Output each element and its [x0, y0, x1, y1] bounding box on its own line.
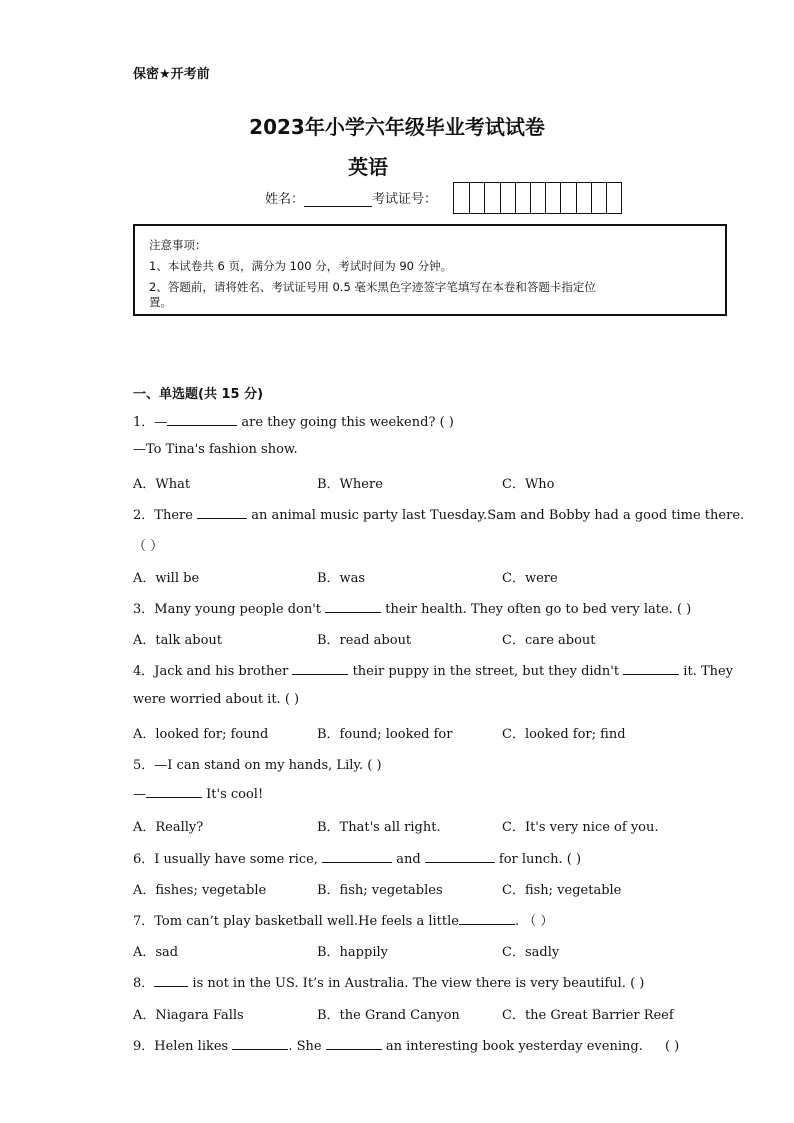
exam-id-box[interactable] — [500, 183, 515, 213]
question-text: were worried about it. — [133, 692, 281, 707]
question-text: 7．Tom can’t play basketball well.He feels a little — [133, 914, 459, 929]
option-a[interactable]: A．looked for; found — [133, 727, 269, 742]
option-c[interactable]: C．Who — [502, 477, 555, 492]
exam-title: 2023年小学六年级毕业考试试卷 — [249, 115, 545, 139]
name-field[interactable] — [304, 192, 372, 207]
option-a[interactable]: A．will be — [133, 571, 200, 586]
question-text: It's cool! — [202, 787, 264, 802]
exam-id-box[interactable] — [576, 183, 591, 213]
option-b[interactable]: B．the Grand Canyon — [317, 1008, 460, 1023]
option-c[interactable]: C．care about — [502, 633, 596, 648]
notice-line: 1、本试卷共 6 页，满分为 100 分，考试时间为 90 分钟。 — [149, 259, 453, 273]
answer-paren[interactable]: ( ) — [284, 692, 300, 707]
name-label: 姓名： — [265, 192, 305, 207]
question-5-line2 — [133, 785, 263, 802]
option-b[interactable]: B．found; looked for — [317, 727, 453, 742]
question-text: is not in the US. It’s in Australia. The view there is very beautiful. — [188, 976, 626, 991]
notice-box — [133, 224, 727, 316]
answer-blank[interactable] — [167, 413, 237, 426]
notice-line: 2、答题前，请将姓名、考试证号用 0.5 毫米黑色字迹签字笔填写在本卷和答题卡指定位 — [149, 280, 596, 294]
question-9 — [133, 1035, 679, 1054]
answer-paren[interactable]: ( ) — [630, 976, 645, 991]
question-6 — [133, 848, 581, 867]
question-text: — — [133, 787, 146, 802]
question-text: 5．—I can stand on my hands, Lily. — [133, 758, 364, 773]
option-a[interactable]: A．Really? — [133, 820, 204, 835]
question-text: their health. They often go to bed very late. — [381, 602, 673, 617]
option-c[interactable]: C．sadly — [502, 945, 560, 960]
exam-id-box[interactable] — [469, 183, 484, 213]
question-1-line2: —To Tina's fashion show. — [133, 442, 298, 457]
question-text: 6．I usually have some rice, — [133, 852, 323, 867]
option-b[interactable]: B．read about — [317, 633, 412, 648]
question-text: 3．Many young people don't — [133, 602, 326, 617]
answer-blank[interactable] — [425, 850, 495, 863]
question-text: 9．Helen likes — [133, 1039, 233, 1054]
question-text: are they going this weekend? — [237, 415, 436, 430]
question-text: for lunch. — [494, 852, 563, 867]
question-4-line2 — [133, 692, 299, 707]
question-text: and — [392, 852, 425, 867]
answer-blank[interactable] — [325, 600, 381, 613]
question-text: 4．Jack and his brother — [133, 664, 293, 679]
answer-blank[interactable] — [623, 662, 679, 675]
answer-blank[interactable] — [197, 506, 247, 519]
question-text: an interesting book yesterday evening. — [381, 1039, 643, 1054]
answer-paren[interactable]: ( ) — [676, 602, 692, 617]
question-text: it. They — [679, 664, 734, 679]
option-a[interactable]: A．talk about — [133, 633, 223, 648]
answer-blank[interactable] — [292, 662, 348, 675]
exam-id-box[interactable] — [530, 183, 545, 213]
question-2 — [133, 504, 744, 523]
exam-id-box[interactable] — [454, 183, 469, 213]
answer-blank[interactable] — [154, 974, 188, 987]
question-text: 2．There — [133, 508, 198, 523]
option-a[interactable]: A．sad — [133, 945, 179, 960]
option-c[interactable]: C．looked for; find — [502, 727, 626, 742]
answer-blank[interactable] — [232, 1037, 288, 1050]
question-7 — [133, 910, 553, 929]
option-a[interactable]: A．Niagara Falls — [133, 1008, 244, 1023]
exam-id-box[interactable] — [560, 183, 575, 213]
student-info-row — [265, 188, 437, 207]
answer-paren[interactable]: ( ) — [439, 415, 454, 430]
option-a[interactable]: A．What — [133, 477, 191, 492]
question-8 — [133, 972, 644, 991]
option-b[interactable]: B．That's all right. — [317, 820, 441, 835]
exam-id-box[interactable] — [606, 183, 621, 213]
answer-blank[interactable] — [146, 785, 202, 798]
answer-paren[interactable]: ( ) — [367, 758, 382, 773]
question-text: an animal music party last Tuesday.Sam and Bobby had a good time there. — [247, 508, 745, 523]
option-b[interactable]: B．was — [317, 571, 366, 586]
exam-id-box[interactable] — [591, 183, 606, 213]
question-3 — [133, 598, 691, 617]
exam-id-box[interactable] — [515, 183, 530, 213]
question-text: . — [514, 914, 520, 929]
answer-blank[interactable] — [322, 850, 392, 863]
answer-paren[interactable]: ( ) — [566, 852, 582, 867]
option-c[interactable]: C．were — [502, 571, 558, 586]
question-text: 8． — [133, 976, 155, 991]
answer-blank[interactable] — [326, 1037, 382, 1050]
notice-heading: 注意事项： — [149, 238, 207, 252]
confidential-label: 保密★开考前 — [133, 67, 210, 82]
section-title: 一、单选题(共 15 分) — [133, 387, 264, 402]
exam-id-box[interactable] — [484, 183, 499, 213]
answer-blank[interactable] — [459, 912, 515, 925]
option-a[interactable]: A．fishes; vegetable — [133, 883, 267, 898]
exam-id-box[interactable] — [545, 183, 560, 213]
answer-paren[interactable]: （ ） — [133, 539, 164, 554]
answer-paren[interactable]: ( ) — [664, 1039, 680, 1054]
question-4 — [133, 660, 733, 679]
option-b[interactable]: B．fish; vegetables — [317, 883, 443, 898]
exam-id-boxes[interactable] — [453, 182, 622, 214]
exam-id-label: 考试证号： — [372, 192, 438, 207]
question-text: . She — [288, 1039, 326, 1054]
option-c[interactable]: C．It's very nice of you. — [502, 820, 659, 835]
option-c[interactable]: C．fish; vegetable — [502, 883, 622, 898]
question-text: 1．— — [133, 415, 168, 430]
question-5 — [133, 754, 382, 773]
question-text: their puppy in the street, but they didn't — [348, 664, 624, 679]
notice-line: 置。 — [149, 295, 172, 309]
option-b[interactable]: B．happily — [317, 945, 388, 960]
question-1 — [133, 411, 454, 430]
subject-title: 英语 — [348, 155, 388, 179]
option-b[interactable]: B．Where — [317, 477, 383, 492]
answer-paren[interactable]: （ ） — [523, 914, 554, 929]
option-c[interactable]: C．the Great Barrier Reef — [502, 1008, 674, 1023]
